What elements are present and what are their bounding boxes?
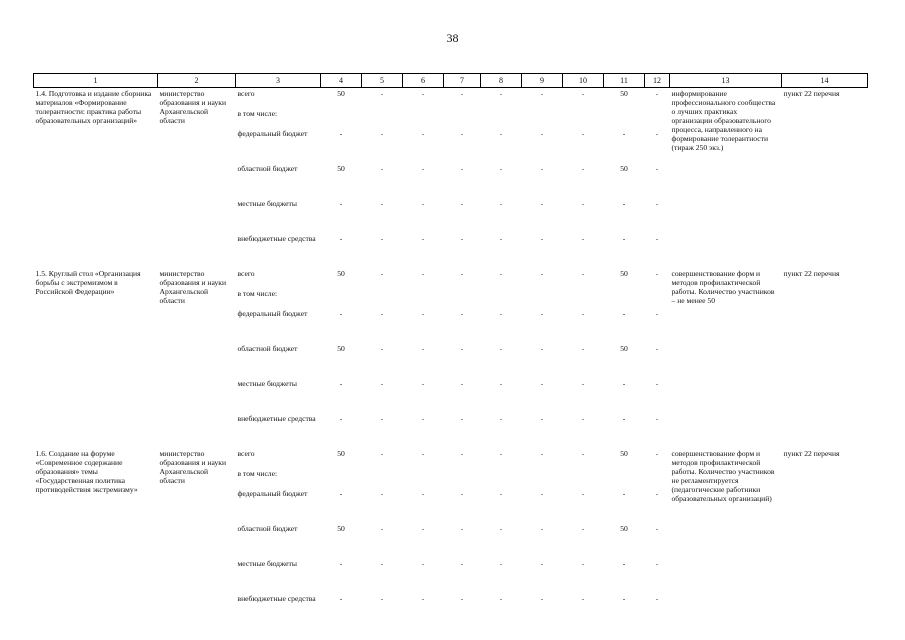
program-table [33,73,868,628]
funding-source-label: всего [237,449,255,458]
empty-value-dash: - [380,269,384,278]
empty-value-dash: - [655,309,659,318]
blank-cell [321,468,362,488]
empty-value-dash: - [540,89,544,98]
funding-source-label: внебюджетные средства [237,594,316,603]
amount-cell: - [339,129,343,138]
empty-value-dash: - [540,559,544,568]
empty-value-dash: - [499,234,503,243]
blank-cell [522,108,563,128]
reference-cell: пункт 22 перечня [783,449,840,458]
empty-value-dash: - [380,129,384,138]
blank-cell [522,288,563,308]
empty-value-dash: - [540,199,544,208]
amount-cell: 50 [337,344,345,353]
empty-value-dash: - [540,269,544,278]
amount-cell: - [622,594,626,603]
empty-value-dash: - [380,344,384,353]
column-header: 6 [403,74,444,88]
amount-cell: 50 [620,269,628,278]
table-row [34,268,868,288]
empty-value-dash: - [581,129,585,138]
empty-value-dash: - [380,89,384,98]
empty-value-dash: - [380,489,384,498]
empty-value-dash: - [540,414,544,423]
empty-value-dash: - [460,344,464,353]
empty-value-dash: - [540,524,544,533]
empty-value-dash: - [460,559,464,568]
blank-cell [321,108,362,128]
amount-cell: 50 [337,89,345,98]
empty-value-dash: - [540,164,544,173]
empty-value-dash: - [499,309,503,318]
amount-cell: - [622,559,626,568]
empty-value-dash: - [581,199,585,208]
amount-cell: - [622,489,626,498]
blank-cell [362,108,403,128]
column-header: 14 [782,74,868,88]
column-header: 11 [604,74,645,88]
empty-value-dash: - [581,379,585,388]
empty-value-dash: - [540,234,544,243]
empty-value-dash: - [421,344,425,353]
amount-cell: 50 [337,269,345,278]
empty-value-dash: - [499,89,503,98]
blank-cell [321,288,362,308]
activity-title: 1.6. Создание на форуме «Современное содержание образования» темы «Государственная политика противодействия экстремизму» [35,449,138,494]
amount-cell: - [339,199,343,208]
empty-value-dash: - [655,129,659,138]
funding-source-label: всего [237,89,255,98]
table-header [34,74,868,88]
amount-cell: - [339,594,343,603]
empty-value-dash: - [380,309,384,318]
empty-value-dash: - [380,559,384,568]
blank-cell [444,288,481,308]
empty-value-dash: - [581,234,585,243]
empty-value-dash: - [655,269,659,278]
reference-cell: пункт 22 перечня [783,89,840,98]
empty-value-dash: - [421,129,425,138]
empty-value-dash: - [581,524,585,533]
empty-value-dash: - [421,89,425,98]
empty-value-dash: - [460,594,464,603]
amount-cell: 50 [620,164,628,173]
blank-cell [481,468,522,488]
amount-cell: 50 [620,449,628,458]
blank-cell [645,288,670,308]
empty-value-dash: - [460,199,464,208]
table-row [34,88,868,109]
empty-value-dash: - [460,89,464,98]
empty-value-dash: - [460,489,464,498]
amount-cell: 50 [337,164,345,173]
activity-title: 1.4. Подготовка и издание сборника материалов «Формирование толерантности: практика работы образовательных организаций» [35,89,152,125]
empty-value-dash: - [460,379,464,388]
empty-value-dash: - [581,269,585,278]
empty-value-dash: - [499,489,503,498]
amount-cell: - [622,129,626,138]
amount-cell: 50 [620,524,628,533]
empty-value-dash: - [421,559,425,568]
empty-value-dash: - [655,524,659,533]
executor-cell: министерство образования и науки Архангельской области [159,89,227,125]
blank-cell [563,468,604,488]
column-header: 12 [645,74,670,88]
empty-value-dash: - [499,129,503,138]
funding-source-label: местные бюджеты [237,559,297,568]
funding-source-label: федеральный бюджет [237,489,308,498]
column-header: 4 [321,74,362,88]
expected-result: совершенствование форм и методов профилактической работы. Количество участников – не менее 50 [671,269,775,305]
empty-value-dash: - [499,199,503,208]
empty-value-dash: - [581,309,585,318]
blank-cell [522,468,563,488]
funding-source-label: областной бюджет [237,524,298,533]
empty-value-dash: - [540,379,544,388]
empty-value-dash: - [655,344,659,353]
empty-value-dash: - [421,449,425,458]
blank-cell [403,288,444,308]
empty-value-dash: - [655,489,659,498]
amount-cell: - [339,414,343,423]
empty-value-dash: - [380,199,384,208]
blank-cell [403,108,444,128]
funding-source-label: всего [237,269,255,278]
empty-value-dash: - [421,269,425,278]
empty-value-dash: - [380,164,384,173]
empty-value-dash: - [655,234,659,243]
amount-cell: - [339,559,343,568]
empty-value-dash: - [380,594,384,603]
empty-value-dash: - [581,344,585,353]
amount-cell: - [622,234,626,243]
empty-value-dash: - [421,414,425,423]
empty-value-dash: - [460,129,464,138]
blank-cell [645,468,670,488]
empty-value-dash: - [540,594,544,603]
expected-result: информирование профессионального сообщества о лучших практиках организации образовательного процесса, направленного на формирование толерантности (тираж 250 экз.) [671,89,776,152]
empty-value-dash: - [499,524,503,533]
empty-value-dash: - [460,309,464,318]
column-header: 9 [522,74,563,88]
amount-cell: - [339,489,343,498]
empty-value-dash: - [581,414,585,423]
funding-source-label: местные бюджеты [237,379,297,388]
empty-value-dash: - [581,164,585,173]
empty-value-dash: - [581,594,585,603]
empty-value-dash: - [380,414,384,423]
funding-source-label: в том числе: [237,469,278,478]
empty-value-dash: - [460,269,464,278]
funding-source-label: местные бюджеты [237,199,297,208]
empty-value-dash: - [460,234,464,243]
empty-value-dash: - [421,309,425,318]
empty-value-dash: - [380,449,384,458]
activity-title: 1.5. Круглый стол «Организация борьбы с экстремизмом в Российской Федерации» [35,269,141,296]
empty-value-dash: - [655,449,659,458]
funding-source-label: федеральный бюджет [237,129,308,138]
executor-cell: министерство образования и науки Архангельской области [159,269,227,305]
blank-cell [481,108,522,128]
empty-value-dash: - [499,269,503,278]
amount-cell: 50 [337,449,345,458]
blank-cell [362,288,403,308]
blank-cell [444,108,481,128]
funding-source-label: областной бюджет [237,344,298,353]
empty-value-dash: - [460,414,464,423]
column-header: 8 [481,74,522,88]
amount-cell: - [339,309,343,318]
empty-value-dash: - [655,89,659,98]
column-header: 5 [362,74,403,88]
empty-value-dash: - [421,594,425,603]
empty-value-dash: - [421,489,425,498]
amount-cell: - [622,199,626,208]
empty-value-dash: - [421,199,425,208]
empty-value-dash: - [499,164,503,173]
empty-value-dash: - [540,309,544,318]
empty-value-dash: - [380,234,384,243]
table-body [34,88,868,629]
reference-cell: пункт 22 перечня [783,269,840,278]
column-header: 2 [158,74,236,88]
empty-value-dash: - [421,234,425,243]
empty-value-dash: - [460,449,464,458]
funding-source-label: областной бюджет [237,164,298,173]
blank-cell [645,108,670,128]
blank-cell [362,468,403,488]
column-header: 7 [444,74,481,88]
amount-cell: - [339,234,343,243]
amount-cell: - [622,379,626,388]
empty-value-dash: - [655,199,659,208]
amount-cell: 50 [337,524,345,533]
empty-value-dash: - [499,344,503,353]
empty-value-dash: - [421,379,425,388]
empty-value-dash: - [581,449,585,458]
empty-value-dash: - [655,594,659,603]
empty-value-dash: - [499,559,503,568]
amount-cell: - [622,309,626,318]
blank-cell [604,288,645,308]
column-header: 3 [236,74,321,88]
funding-source-label: в том числе: [237,109,278,118]
empty-value-dash: - [540,489,544,498]
column-header: 10 [563,74,604,88]
empty-value-dash: - [655,379,659,388]
empty-value-dash: - [655,559,659,568]
expected-result: совершенствование форм и методов профилактической работы. Количество участников не регламентируется (педагогические работники образовательных организаций) [671,449,775,503]
amount-cell: - [339,379,343,388]
funding-source-label: внебюджетные средства [237,414,316,423]
empty-value-dash: - [499,594,503,603]
empty-value-dash: - [499,449,503,458]
amount-cell: - [622,414,626,423]
blank-cell [444,468,481,488]
funding-source-label: внебюджетные средства [237,234,316,243]
empty-value-dash: - [581,489,585,498]
empty-value-dash: - [460,164,464,173]
column-header: 13 [670,74,782,88]
empty-value-dash: - [540,129,544,138]
blank-cell [604,108,645,128]
empty-value-dash: - [540,344,544,353]
empty-value-dash: - [421,164,425,173]
empty-value-dash: - [655,164,659,173]
table-row [34,448,868,468]
empty-value-dash: - [460,524,464,533]
empty-value-dash: - [581,89,585,98]
empty-value-dash: - [499,379,503,388]
funding-source-label: федеральный бюджет [237,309,308,318]
blank-cell [604,468,645,488]
empty-value-dash: - [540,449,544,458]
empty-value-dash: - [499,414,503,423]
blank-cell [563,108,604,128]
empty-value-dash: - [380,524,384,533]
blank-cell [403,468,444,488]
empty-value-dash: - [380,379,384,388]
funding-source-label: в том числе: [237,289,278,298]
amount-cell: 50 [620,344,628,353]
column-header: 1 [34,74,158,88]
executor-cell: министерство образования и науки Архангельской области [159,449,227,485]
empty-value-dash: - [421,524,425,533]
page-number: 38 [446,31,459,45]
blank-cell [563,288,604,308]
amount-cell: 50 [620,89,628,98]
empty-value-dash: - [581,559,585,568]
blank-cell [481,288,522,308]
empty-value-dash: - [655,414,659,423]
